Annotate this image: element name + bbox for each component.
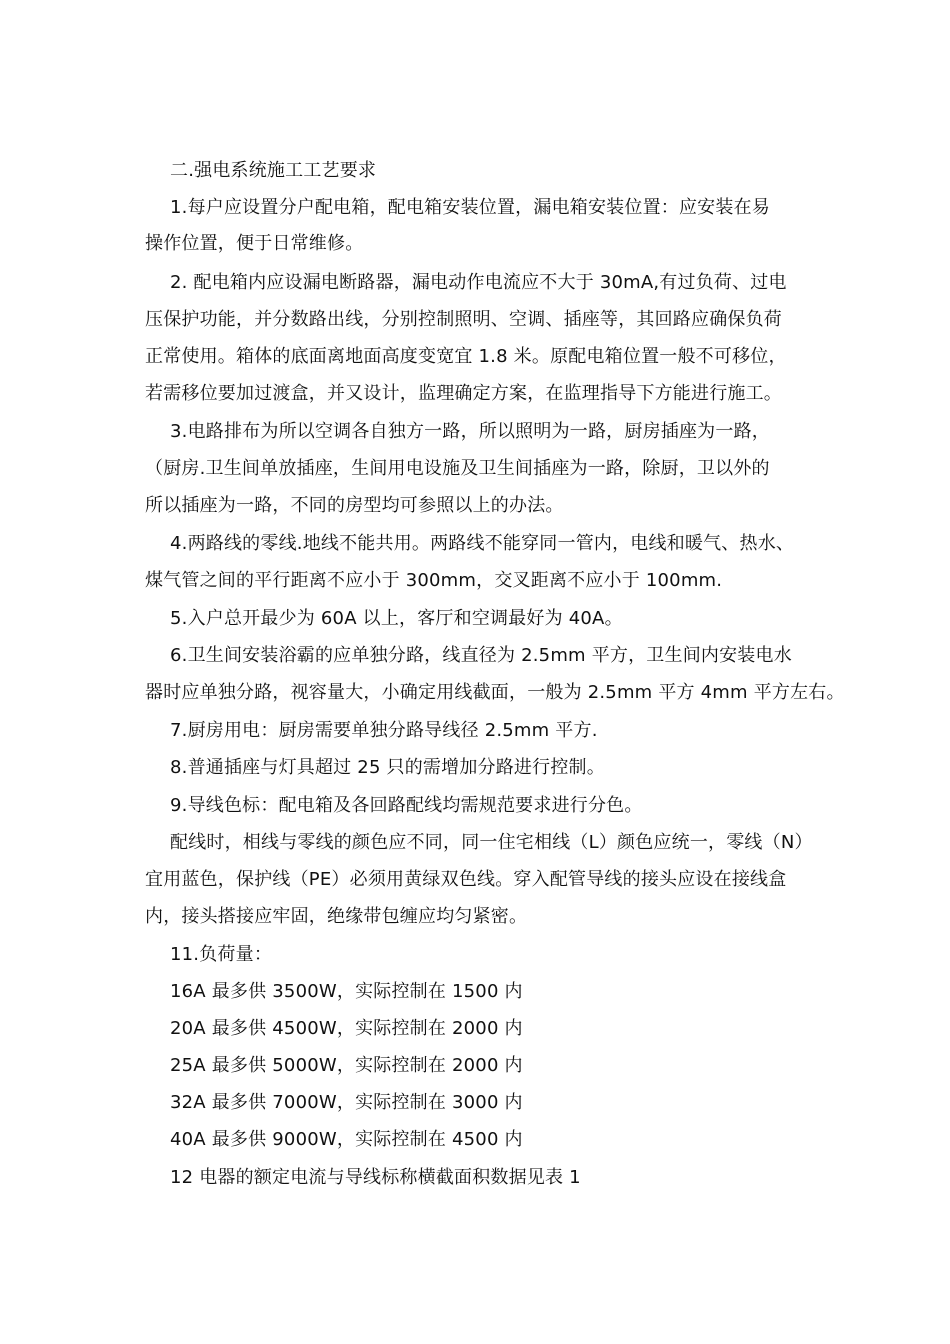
paragraph-line: 8.普通插座与灯具超过 25 只的需增加分路进行控制。	[170, 757, 605, 778]
paragraph-line: 1.每户应设置分户配电箱，配电箱安装位置，漏电箱安装位置：应安装在易	[170, 197, 770, 218]
paragraph-line: 7.厨房用电：厨房需要单独分路导线径 2.5mm 平方.	[170, 720, 598, 741]
paragraph-line: 3.电路排布为所以空调各自独方一路，所以照明为一路，厨房插座为一路，	[170, 421, 770, 442]
paragraph-line: 操作位置，便于日常维修。	[145, 233, 364, 254]
load-row: 20A 最多供 4500W，实际控制在 2000 内	[170, 1018, 523, 1039]
paragraph-line: 11.负荷量：	[170, 944, 273, 965]
paragraph-line: 正常使用。箱体的底面离地面高度变宽宜 1.8 米。原配电箱位置一般不可移位，	[145, 346, 787, 367]
load-row: 32A 最多供 7000W，实际控制在 3000 内	[170, 1092, 523, 1113]
paragraph-line: 所以插座为一路，不同的房型均可参照以上的办法。	[145, 495, 564, 516]
paragraph-line: 9.导线色标：配电箱及各回路配线均需规范要求进行分色。	[170, 795, 643, 816]
paragraph-line: 内，接头搭接应牢固，绝缘带包缠应均匀紧密。	[145, 906, 528, 927]
paragraph-line: 煤气管之间的平行距离不应小于 300mm，交叉距离不应小于 100mm.	[145, 570, 723, 591]
paragraph-line: 宜用蓝色，保护线（PE）必须用黄绿双色线。穿入配管导线的接头应设在接线盒	[145, 869, 787, 890]
paragraph-line: 配线时，相线与零线的颜色应不同，同一住宅相线（L）颜色应统一，零线（N）	[170, 832, 813, 853]
paragraph-line: 12 电器的额定电流与导线标称横截面积数据见表 1	[170, 1167, 581, 1188]
paragraph-line: 器时应单独分路，视容量大，小确定用线截面，一般为 2.5mm 平方 4mm 平方左右。	[145, 682, 845, 703]
paragraph-line: 4.两路线的零线.地线不能共用。两路线不能穿同一管内，电线和暖气、热水、	[170, 533, 795, 554]
paragraph-line: 2. 配电箱内应设漏电断路器，漏电动作电流应不大于 30mA,有过负荷、过电	[170, 272, 787, 293]
paragraph-line: 6.卫生间安装浴霸的应单独分路，线直径为 2.5mm 平方，卫生间内安装电水	[170, 645, 792, 666]
load-row: 40A 最多供 9000W，实际控制在 4500 内	[170, 1129, 523, 1150]
paragraph-line: （厨房.卫生间单放插座，生间用电设施及卫生间插座为一路，除厨，卫以外的	[145, 458, 770, 479]
section-heading: 二.强电系统施工工艺要求	[170, 160, 377, 181]
load-row: 16A 最多供 3500W，实际控制在 1500 内	[170, 981, 523, 1002]
paragraph-line: 压保护功能，并分数路出线，分别控制照明、空调、插座等，其回路应确保负荷	[145, 309, 782, 330]
paragraph-line: 5.入户总开最少为 60A 以上，客厅和空调最好为 40A。	[170, 608, 623, 629]
paragraph-line: 若需移位要加过渡盒，并又设计，监理确定方案，在监理指导下方能进行施工。	[145, 383, 782, 404]
load-row: 25A 最多供 5000W，实际控制在 2000 内	[170, 1055, 523, 1076]
